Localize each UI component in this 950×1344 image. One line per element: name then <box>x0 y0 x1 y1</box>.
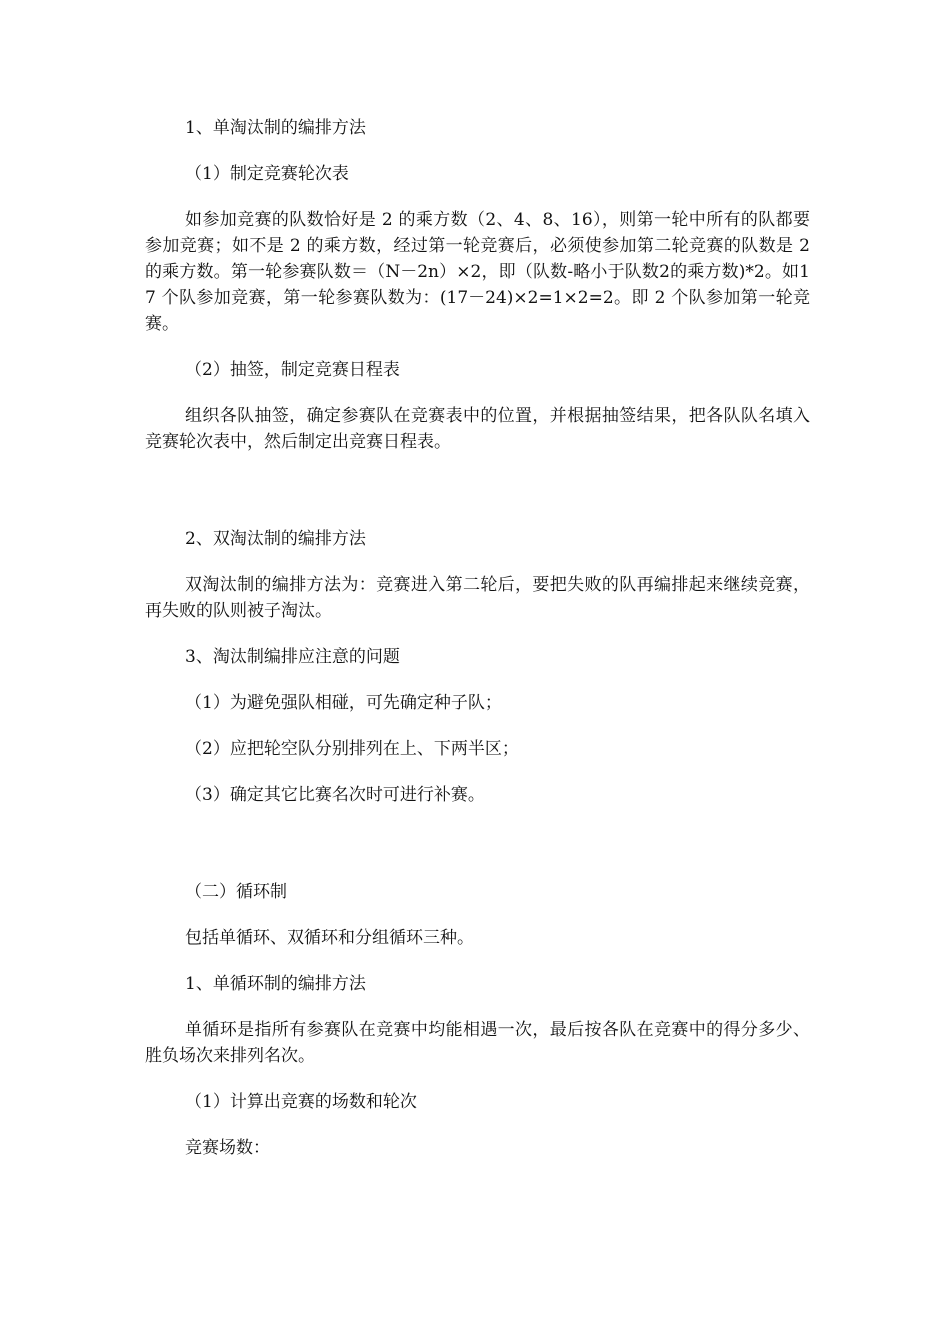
section-heading-notes: 3、淘汰制编排应注意的问题 <box>185 647 400 667</box>
subheading-matches-rounds: （1）计算出竞赛的场数和轮次 <box>185 1092 417 1112</box>
note-item-2: （2）应把轮空队分别排列在上、下两半区； <box>185 739 519 759</box>
section-heading-single-elimination: 1、单淘汰制的编排方法 <box>185 118 366 138</box>
paragraph-round-table: 如参加竞赛的队数恰好是 2 的乘方数（2、4、8、16），则第一轮中所有的队都要参加竞赛；如不是 2 的乘方数，经过第一轮竞赛后，必须使参加第二轮竞赛的队数是 2 的乘方数。第一轮参赛队数＝（N－2n）×2，即（队数-略小于队数2的乘方数)*2。如17 个队参加竞赛，第一轮参赛队数为：(17－24)×2=1×2=2。即 2 个队参加第一轮竞赛。 <box>145 210 810 334</box>
document-body <box>145 115 810 1161</box>
subheading-draw-schedule: （2）抽签，制定竞赛日程表 <box>185 360 400 380</box>
paragraph-double-elimination: 双淘汰制的编排方法为：竞赛进入第二轮后，要把失败的队再编排起来继续竞赛，再失败的队则被子淘汰。 <box>145 575 810 621</box>
paragraph-match-count: 竞赛场数： <box>185 1138 270 1158</box>
note-item-3: （3）确定其它比赛名次时可进行补赛。 <box>185 785 485 805</box>
note-item-1: （1）为避免强队相碰，可先确定种子队； <box>185 693 502 713</box>
paragraph-draw-schedule: 组织各队抽签，确定参赛队在竞赛表中的位置，并根据抽签结果，把各队队名填入竞赛轮次表中，然后制定出竞赛日程表。 <box>145 406 810 452</box>
section-heading-double-elimination: 2、双淘汰制的编排方法 <box>185 529 366 549</box>
subheading-round-table: （1）制定竞赛轮次表 <box>185 164 349 184</box>
section-heading-single-round-robin: 1、单循环制的编排方法 <box>185 974 366 994</box>
paragraph-single-round-robin: 单循环是指所有参赛队在竞赛中均能相遇一次，最后按各队在竞赛中的得分多少、胜负场次来排列名次。 <box>145 1020 810 1066</box>
section-heading-round-robin: （二）循环制 <box>185 882 287 902</box>
paragraph-round-robin-types: 包括单循环、双循环和分组循环三种。 <box>185 928 474 948</box>
